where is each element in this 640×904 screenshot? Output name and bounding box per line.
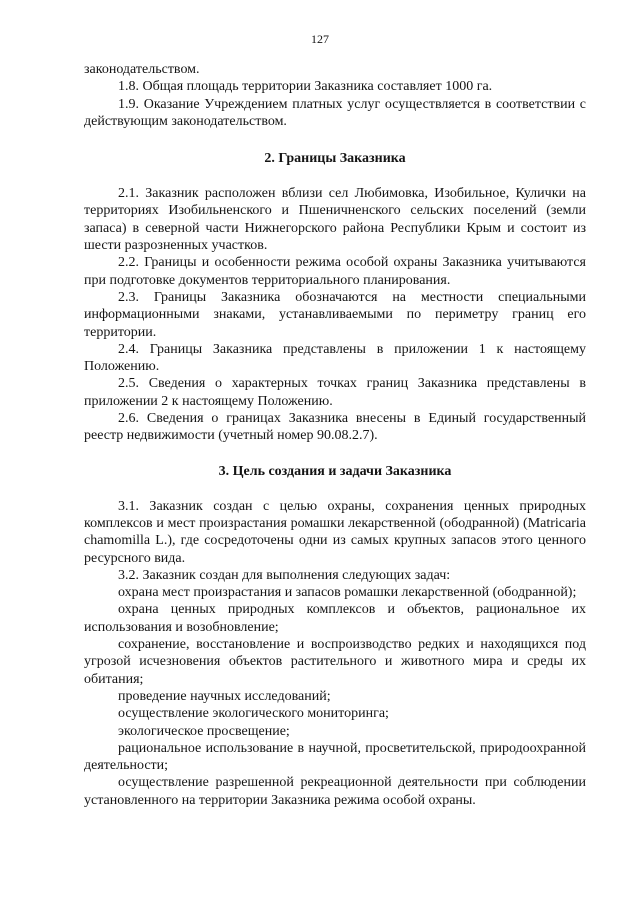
task-item: охрана ценных природных комплексов и объектов, рациональное их использования и возобновление; <box>84 602 586 635</box>
paragraph-continuation: законодательством. <box>84 62 200 77</box>
paragraph-1-8: 1.8. Общая площадь территории Заказника составляет 1000 га. <box>118 79 493 95</box>
paragraph-2-2: 2.2. Границы и особенности режима особой охраны Заказника учитываются при подготовке документов территориального планирования. <box>84 255 586 288</box>
paragraph-2-1: 2.1. Заказник расположен вблизи сел Любимовка, Изобильное, Кулички на территориях Изобильненского и Пшеничненского сельских поселений (земли запаса) в северной части Нижнегорского района Республики Крым и состоит из шести разрозненных участков. <box>84 186 586 254</box>
task-item: охрана мест произрастания и запасов ромашки лекарственной (ободранной); <box>118 585 577 601</box>
task-item: экологическое просвещение; <box>118 723 290 739</box>
task-item: проведение научных исследований; <box>118 688 331 704</box>
paragraph-3-2: 3.2. Заказник создан для выполнения следующих задач: <box>118 567 451 583</box>
paragraph-2-5: 2.5. Сведения о характерных точках границ Заказника представлены в приложении 2 к настоящему Положению. <box>84 376 586 409</box>
paragraph-2-3: 2.3. Границы Заказника обозначаются на местности специальными информационными знаками, устанавливаемыми по периметру границ его территории. <box>84 289 586 340</box>
section-2-heading: 2. Границы Заказника <box>264 151 406 167</box>
task-item: осуществление разрешенной рекреационной деятельности при соблюдении установленного на территории Заказника режима особой охраны. <box>84 775 586 808</box>
task-item: рациональное использование в научной, просветительской, природоохранной деятельности; <box>84 740 586 774</box>
document-body <box>84 61 586 809</box>
paragraph-1-9: 1.9. Оказание Учреждением платных услуг осуществляется в соответствии с действующим законодательством. <box>84 96 586 129</box>
task-item: сохранение, восстановление и воспроизводство редких и находящихся под угрозой исчезновения объектов растительного и животного мира и среды их обитания; <box>84 637 586 687</box>
page-number: 127 <box>311 32 329 46</box>
paragraph-2-6: 2.6. Сведения о границах Заказника внесены в Единый государственный реестр недвижимости (учетный номер 90.08.2.7). <box>84 411 586 444</box>
paragraph-3-1: 3.1. Заказник создан с целью охраны, сохранения ценных природных комплексов и мест произрастания ромашки лекарственной (ободранной) (Matricaria chamomilla L.), где сосредоточены одни из самых крупных запасов этого ценного ресурсного вида. <box>84 498 586 566</box>
section-3-heading: 3. Цель создания и задачи Заказника <box>218 463 452 479</box>
task-item: осуществление экологического мониторинга; <box>118 706 389 722</box>
paragraph-2-4: 2.4. Границы Заказника представлены в приложении 1 к настоящему Положению. <box>84 341 586 375</box>
